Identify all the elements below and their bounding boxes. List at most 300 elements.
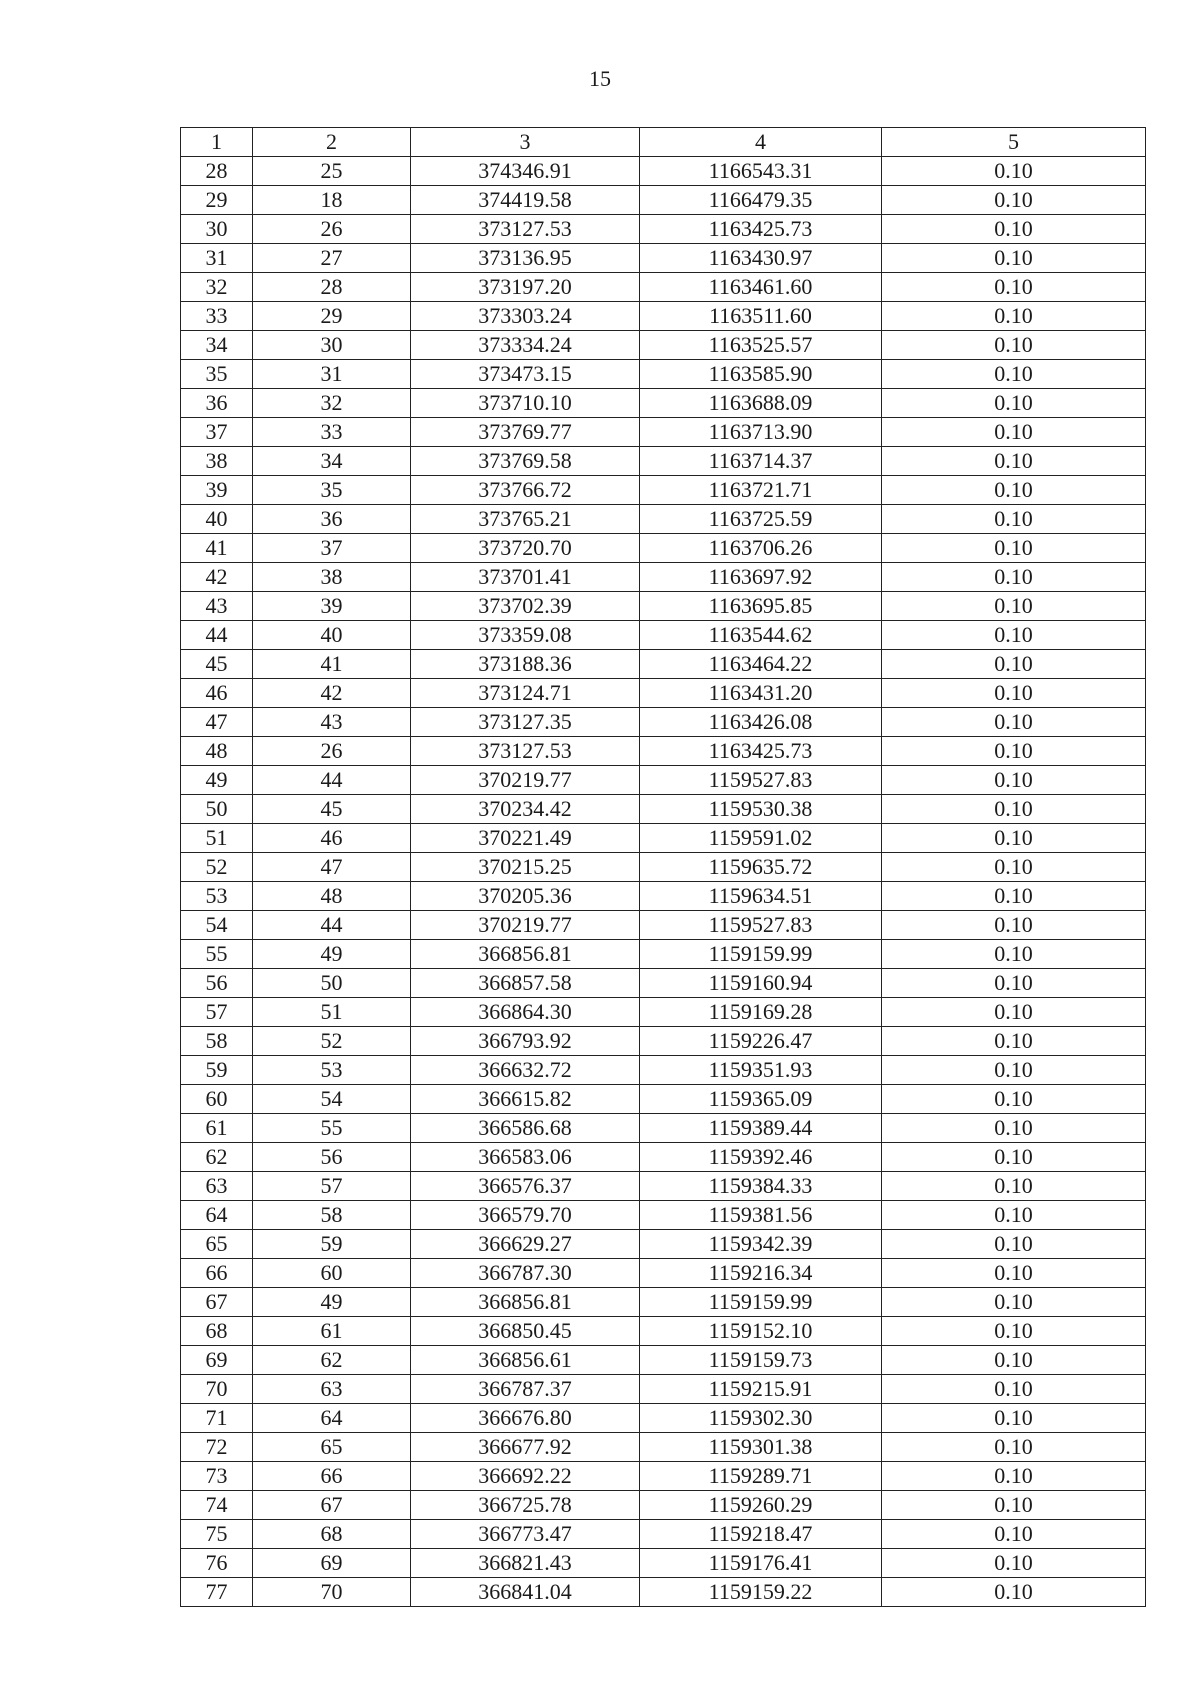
column-header: 4	[640, 128, 882, 157]
table-cell: 373197.20	[411, 273, 640, 302]
table-cell: 1159159.73	[640, 1346, 882, 1375]
table-cell: 373701.41	[411, 563, 640, 592]
table-cell: 1159215.91	[640, 1375, 882, 1404]
table-cell: 39	[253, 592, 411, 621]
table-cell: 0.10	[882, 1404, 1146, 1433]
table-cell: 35	[181, 360, 253, 389]
table-cell: 0.10	[882, 563, 1146, 592]
column-header: 5	[882, 128, 1146, 157]
table-cell: 30	[181, 215, 253, 244]
table-cell: 0.10	[882, 1172, 1146, 1201]
table-cell: 366583.06	[411, 1143, 640, 1172]
table-row	[181, 1520, 1146, 1549]
table-cell: 38	[181, 447, 253, 476]
table-cell: 373766.72	[411, 476, 640, 505]
table-cell: 373127.53	[411, 737, 640, 766]
table-cell: 57	[253, 1172, 411, 1201]
table-cell: 1159176.41	[640, 1549, 882, 1578]
table-row	[181, 273, 1146, 302]
table-cell: 373765.21	[411, 505, 640, 534]
table-row	[181, 940, 1146, 969]
table-cell: 1163431.20	[640, 679, 882, 708]
table-cell: 0.10	[882, 650, 1146, 679]
table-header-row	[181, 128, 1146, 157]
table-row	[181, 1404, 1146, 1433]
table-cell: 32	[181, 273, 253, 302]
table-cell: 30	[253, 331, 411, 360]
table-cell: 0.10	[882, 1433, 1146, 1462]
table-cell: 28	[253, 273, 411, 302]
table-cell: 36	[181, 389, 253, 418]
table-cell: 42	[181, 563, 253, 592]
table-cell: 366632.72	[411, 1056, 640, 1085]
table-row	[181, 795, 1146, 824]
table-cell: 50	[181, 795, 253, 824]
table-cell: 366692.22	[411, 1462, 640, 1491]
table-row	[181, 1462, 1146, 1491]
table-cell: 43	[253, 708, 411, 737]
table-cell: 0.10	[882, 447, 1146, 476]
table-row	[181, 186, 1146, 215]
table-row	[181, 650, 1146, 679]
table-cell: 45	[181, 650, 253, 679]
table-cell: 65	[181, 1230, 253, 1259]
table-cell: 0.10	[882, 795, 1146, 824]
table-cell: 1159634.51	[640, 882, 882, 911]
table-cell: 74	[181, 1491, 253, 1520]
table-cell: 0.10	[882, 1317, 1146, 1346]
table-cell: 69	[181, 1346, 253, 1375]
table-cell: 0.10	[882, 244, 1146, 273]
table-cell: 0.10	[882, 389, 1146, 418]
table-cell: 43	[181, 592, 253, 621]
table-cell: 0.10	[882, 853, 1146, 882]
table-cell: 1159260.29	[640, 1491, 882, 1520]
table-cell: 0.10	[882, 1462, 1146, 1491]
table-cell: 33	[253, 418, 411, 447]
table-row	[181, 1201, 1146, 1230]
table-body	[181, 157, 1146, 1607]
table-cell: 72	[181, 1433, 253, 1462]
table-cell: 70	[253, 1578, 411, 1607]
table-row	[181, 1172, 1146, 1201]
table-cell: 1163525.57	[640, 331, 882, 360]
table-cell: 68	[181, 1317, 253, 1346]
table-cell: 366856.81	[411, 940, 640, 969]
table-cell: 1159218.47	[640, 1520, 882, 1549]
table-cell: 1163430.97	[640, 244, 882, 273]
table-cell: 0.10	[882, 534, 1146, 563]
table-cell: 373303.24	[411, 302, 640, 331]
table-cell: 1163544.62	[640, 621, 882, 650]
table-cell: 45	[253, 795, 411, 824]
table-cell: 366773.47	[411, 1520, 640, 1549]
table-cell: 40	[181, 505, 253, 534]
table-cell: 58	[181, 1027, 253, 1056]
table-cell: 1159169.28	[640, 998, 882, 1027]
table-cell: 0.10	[882, 1259, 1146, 1288]
table-cell: 0.10	[882, 592, 1146, 621]
table-cell: 60	[181, 1085, 253, 1114]
table-cell: 77	[181, 1578, 253, 1607]
table-cell: 0.10	[882, 1230, 1146, 1259]
table-row	[181, 389, 1146, 418]
table-cell: 71	[181, 1404, 253, 1433]
table-cell: 366787.37	[411, 1375, 640, 1404]
table-row	[181, 621, 1146, 650]
table-cell: 366615.82	[411, 1085, 640, 1114]
table-row	[181, 1549, 1146, 1578]
table-cell: 51	[253, 998, 411, 1027]
table-cell: 373473.15	[411, 360, 640, 389]
table-cell: 41	[181, 534, 253, 563]
coordinates-table	[180, 127, 1146, 1607]
table-row	[181, 447, 1146, 476]
table-cell: 373710.10	[411, 389, 640, 418]
table-cell: 370219.77	[411, 911, 640, 940]
table-cell: 48	[181, 737, 253, 766]
table-cell: 34	[253, 447, 411, 476]
table-cell: 373127.35	[411, 708, 640, 737]
table-cell: 0.10	[882, 331, 1146, 360]
table-cell: 62	[181, 1143, 253, 1172]
table-cell: 1159159.99	[640, 1288, 882, 1317]
table-cell: 1159302.30	[640, 1404, 882, 1433]
table-cell: 49	[253, 1288, 411, 1317]
table-cell: 366850.45	[411, 1317, 640, 1346]
table-row	[181, 157, 1146, 186]
table-cell: 35	[253, 476, 411, 505]
table-row	[181, 1056, 1146, 1085]
table-cell: 49	[253, 940, 411, 969]
table-cell: 59	[253, 1230, 411, 1259]
table-cell: 37	[181, 418, 253, 447]
table-row	[181, 302, 1146, 331]
table-cell: 373188.36	[411, 650, 640, 679]
table-cell: 366821.43	[411, 1549, 640, 1578]
table-cell: 366856.81	[411, 1288, 640, 1317]
table-cell: 1166479.35	[640, 186, 882, 215]
table-cell: 26	[253, 215, 411, 244]
table-cell: 42	[253, 679, 411, 708]
table-cell: 1163464.22	[640, 650, 882, 679]
table-cell: 33	[181, 302, 253, 331]
table-cell: 56	[253, 1143, 411, 1172]
table-cell: 1163725.59	[640, 505, 882, 534]
table-cell: 1159159.99	[640, 940, 882, 969]
table-cell: 0.10	[882, 476, 1146, 505]
table-cell: 0.10	[882, 766, 1146, 795]
table-row	[181, 998, 1146, 1027]
table-cell: 63	[181, 1172, 253, 1201]
table-cell: 0.10	[882, 1288, 1146, 1317]
table-row	[181, 1027, 1146, 1056]
table-cell: 0.10	[882, 1578, 1146, 1607]
table-cell: 51	[181, 824, 253, 853]
table-cell: 46	[253, 824, 411, 853]
table-cell: 47	[181, 708, 253, 737]
table-cell: 38	[253, 563, 411, 592]
table-cell: 18	[253, 186, 411, 215]
table-cell: 1159226.47	[640, 1027, 882, 1056]
table-cell: 0.10	[882, 621, 1146, 650]
table-row	[181, 1230, 1146, 1259]
table-row	[181, 766, 1146, 795]
table-row	[181, 679, 1146, 708]
table-cell: 54	[181, 911, 253, 940]
table-cell: 0.10	[882, 1549, 1146, 1578]
table-cell: 373769.58	[411, 447, 640, 476]
table-cell: 0.10	[882, 998, 1146, 1027]
column-header: 2	[253, 128, 411, 157]
table-cell: 366579.70	[411, 1201, 640, 1230]
table-cell: 67	[253, 1491, 411, 1520]
table-cell: 0.10	[882, 1346, 1146, 1375]
page-number: 15	[589, 66, 611, 91]
table-cell: 0.10	[882, 1143, 1146, 1172]
table-cell: 0.10	[882, 418, 1146, 447]
table-cell: 1159365.09	[640, 1085, 882, 1114]
table-row	[181, 1317, 1146, 1346]
table-cell: 53	[181, 882, 253, 911]
table-cell: 61	[253, 1317, 411, 1346]
table-row	[181, 853, 1146, 882]
table-cell: 34	[181, 331, 253, 360]
table-row	[181, 534, 1146, 563]
table-cell: 1159530.38	[640, 795, 882, 824]
table-cell: 0.10	[882, 215, 1146, 244]
table-cell: 44	[253, 766, 411, 795]
table-cell: 1159216.34	[640, 1259, 882, 1288]
table-cell: 1159159.22	[640, 1578, 882, 1607]
table-cell: 366629.27	[411, 1230, 640, 1259]
table-row	[181, 1346, 1146, 1375]
table-row	[181, 476, 1146, 505]
table-cell: 25	[253, 157, 411, 186]
table-cell: 373334.24	[411, 331, 640, 360]
table-cell: 370234.42	[411, 795, 640, 824]
table-cell: 41	[253, 650, 411, 679]
table-cell: 31	[253, 360, 411, 389]
table-cell: 1159351.93	[640, 1056, 882, 1085]
table-cell: 1163426.08	[640, 708, 882, 737]
table-cell: 0.10	[882, 302, 1146, 331]
table-cell: 0.10	[882, 882, 1146, 911]
table-cell: 69	[253, 1549, 411, 1578]
table-cell: 1163511.60	[640, 302, 882, 331]
table-cell: 70	[181, 1375, 253, 1404]
table-cell: 39	[181, 476, 253, 505]
table-cell: 1159160.94	[640, 969, 882, 998]
table-cell: 1159392.46	[640, 1143, 882, 1172]
table-cell: 0.10	[882, 911, 1146, 940]
table-cell: 68	[253, 1520, 411, 1549]
table-cell: 0.10	[882, 1520, 1146, 1549]
table-row	[181, 563, 1146, 592]
table-cell: 52	[181, 853, 253, 882]
table-cell: 56	[181, 969, 253, 998]
table-cell: 0.10	[882, 708, 1146, 737]
table-row	[181, 331, 1146, 360]
table-row	[181, 911, 1146, 940]
table-cell: 1163425.73	[640, 737, 882, 766]
table-row	[181, 1288, 1146, 1317]
table-cell: 366841.04	[411, 1578, 640, 1607]
table-cell: 1163721.71	[640, 476, 882, 505]
table-cell: 373127.53	[411, 215, 640, 244]
table-cell: 26	[253, 737, 411, 766]
table-cell: 373702.39	[411, 592, 640, 621]
table-cell: 64	[253, 1404, 411, 1433]
table-cell: 374419.58	[411, 186, 640, 215]
table-cell: 370219.77	[411, 766, 640, 795]
table-cell: 55	[181, 940, 253, 969]
table-row	[181, 737, 1146, 766]
table-cell: 374346.91	[411, 157, 640, 186]
table-cell: 1163585.90	[640, 360, 882, 389]
table-cell: 58	[253, 1201, 411, 1230]
table-cell: 1159342.39	[640, 1230, 882, 1259]
table-cell: 66	[253, 1462, 411, 1491]
table-cell: 1159527.83	[640, 766, 882, 795]
table-cell: 60	[253, 1259, 411, 1288]
table-cell: 59	[181, 1056, 253, 1085]
table-cell: 1166543.31	[640, 157, 882, 186]
table-cell: 66	[181, 1259, 253, 1288]
table-cell: 1159381.56	[640, 1201, 882, 1230]
table-cell: 62	[253, 1346, 411, 1375]
table-cell: 64	[181, 1201, 253, 1230]
table-cell: 29	[181, 186, 253, 215]
table-cell: 1163695.85	[640, 592, 882, 621]
table-cell: 373136.95	[411, 244, 640, 273]
table-cell: 0.10	[882, 969, 1146, 998]
table-cell: 29	[253, 302, 411, 331]
table-cell: 366676.80	[411, 1404, 640, 1433]
table-cell: 61	[181, 1114, 253, 1143]
table-cell: 373359.08	[411, 621, 640, 650]
table-cell: 57	[181, 998, 253, 1027]
table-cell: 366793.92	[411, 1027, 640, 1056]
table-cell: 0.10	[882, 1114, 1146, 1143]
table-cell: 366864.30	[411, 998, 640, 1027]
column-header: 3	[411, 128, 640, 157]
table-cell: 52	[253, 1027, 411, 1056]
table-cell: 1163697.92	[640, 563, 882, 592]
table-row	[181, 592, 1146, 621]
table-cell: 373124.71	[411, 679, 640, 708]
table-cell: 0.10	[882, 186, 1146, 215]
table-cell: 1159635.72	[640, 853, 882, 882]
table-cell: 31	[181, 244, 253, 273]
table-cell: 370221.49	[411, 824, 640, 853]
table-cell: 0.10	[882, 1491, 1146, 1520]
table-cell: 366677.92	[411, 1433, 640, 1462]
table-row	[181, 1578, 1146, 1607]
table-cell: 1159301.38	[640, 1433, 882, 1462]
table-row	[181, 505, 1146, 534]
table-cell: 370205.36	[411, 882, 640, 911]
table-cell: 44	[181, 621, 253, 650]
table-cell: 0.10	[882, 1056, 1146, 1085]
table-row	[181, 418, 1146, 447]
table-cell: 1159289.71	[640, 1462, 882, 1491]
table-row	[181, 215, 1146, 244]
table-cell: 36	[253, 505, 411, 534]
table-cell: 55	[253, 1114, 411, 1143]
table-row	[181, 1085, 1146, 1114]
table-cell: 366856.61	[411, 1346, 640, 1375]
table-cell: 44	[253, 911, 411, 940]
table-cell: 373720.70	[411, 534, 640, 563]
table-cell: 1159384.33	[640, 1172, 882, 1201]
table-cell: 67	[181, 1288, 253, 1317]
table-cell: 37	[253, 534, 411, 563]
table-cell: 0.10	[882, 1085, 1146, 1114]
table-row	[181, 1259, 1146, 1288]
table-row	[181, 824, 1146, 853]
table-cell: 366725.78	[411, 1491, 640, 1520]
table-cell: 54	[253, 1085, 411, 1114]
table-row	[181, 1433, 1146, 1462]
table-cell: 1163714.37	[640, 447, 882, 476]
table-row	[181, 708, 1146, 737]
table-cell: 1163425.73	[640, 215, 882, 244]
table-cell: 50	[253, 969, 411, 998]
table-row	[181, 1143, 1146, 1172]
table-cell: 1159389.44	[640, 1114, 882, 1143]
table-cell: 40	[253, 621, 411, 650]
table-row	[181, 1114, 1146, 1143]
table-cell: 366586.68	[411, 1114, 640, 1143]
table-cell: 373769.77	[411, 418, 640, 447]
table-cell: 53	[253, 1056, 411, 1085]
table-cell: 1163688.09	[640, 389, 882, 418]
table-cell: 1163713.90	[640, 418, 882, 447]
table-cell: 27	[253, 244, 411, 273]
table-cell: 73	[181, 1462, 253, 1491]
table-cell: 76	[181, 1549, 253, 1578]
table-cell: 0.10	[882, 824, 1146, 853]
table-cell: 1163706.26	[640, 534, 882, 563]
table-cell: 0.10	[882, 505, 1146, 534]
table-cell: 32	[253, 389, 411, 418]
table-cell: 0.10	[882, 679, 1146, 708]
table-cell: 65	[253, 1433, 411, 1462]
table-cell: 0.10	[882, 360, 1146, 389]
table-cell: 0.10	[882, 1201, 1146, 1230]
table-row	[181, 1491, 1146, 1520]
table-row	[181, 244, 1146, 273]
table-cell: 366857.58	[411, 969, 640, 998]
table-row	[181, 1375, 1146, 1404]
table-row	[181, 360, 1146, 389]
table-cell: 47	[253, 853, 411, 882]
table-cell: 1159152.10	[640, 1317, 882, 1346]
table-cell: 48	[253, 882, 411, 911]
table-cell: 75	[181, 1520, 253, 1549]
table-cell: 0.10	[882, 1027, 1146, 1056]
table-cell: 49	[181, 766, 253, 795]
table-cell: 1163461.60	[640, 273, 882, 302]
table-cell: 0.10	[882, 273, 1146, 302]
table-cell: 28	[181, 157, 253, 186]
table-cell: 366787.30	[411, 1259, 640, 1288]
table-row	[181, 969, 1146, 998]
table-cell: 370215.25	[411, 853, 640, 882]
table-cell: 366576.37	[411, 1172, 640, 1201]
table-cell: 0.10	[882, 1375, 1146, 1404]
